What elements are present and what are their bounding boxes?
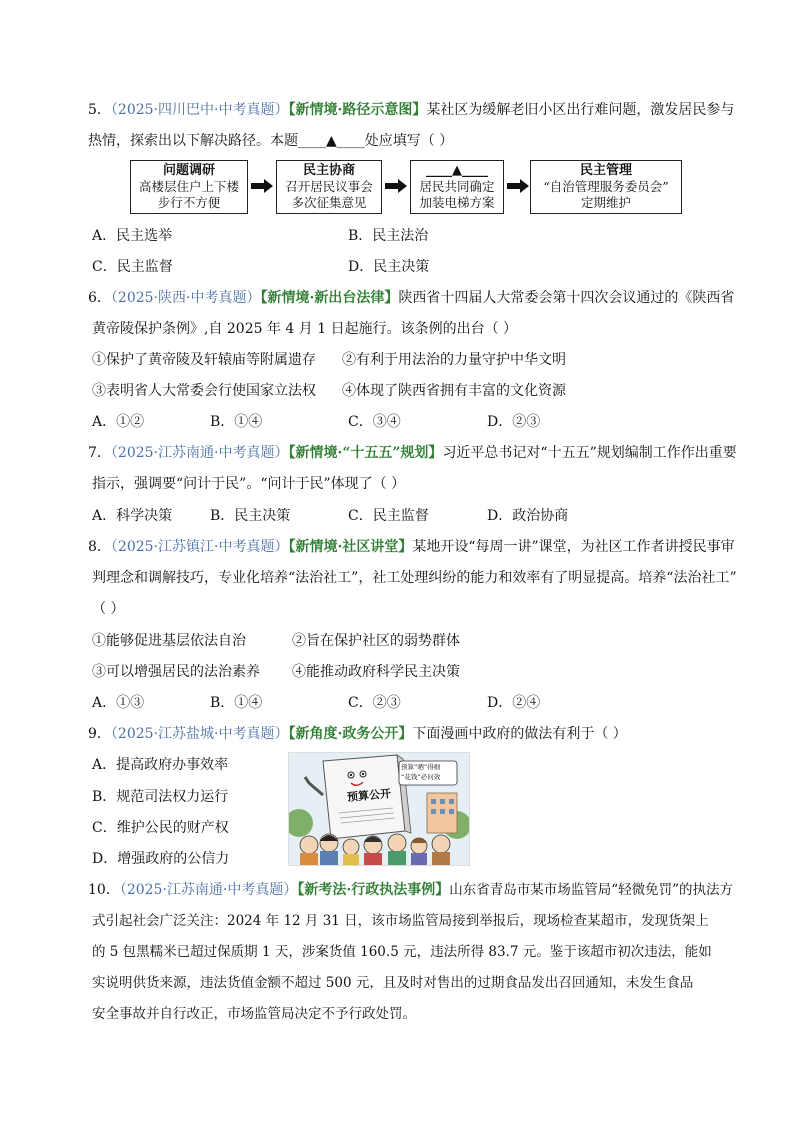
q5-stem-2b: 处应填写（ ） xyxy=(364,133,454,149)
q7-stem-1: 习近平总书记对“十五五”规划编制工作作出重要 xyxy=(442,445,737,461)
q6-source: （2025·陕西·中考真题） xyxy=(110,290,261,306)
q10-line-1 xyxy=(88,880,733,900)
flow-box-line: 步行不方便 xyxy=(157,195,221,210)
q9-source: （2025·江苏盐城·中考真题） xyxy=(110,726,289,742)
comic-bubble-line: “花钱”必问效 xyxy=(401,773,441,781)
q6-tag: 【新情境·新出台法律】 xyxy=(260,290,399,306)
q5-option-b[interactable]: B．民主法治 xyxy=(348,228,429,244)
q8-item-3: ③可以增强居民的法治素养 xyxy=(92,664,260,680)
q7-option-b[interactable]: B．民主决策 xyxy=(210,508,291,524)
q6-item-1: ①保护了黄帝陵及轩辕庙等附属遗存 xyxy=(92,352,316,368)
q8-option-d[interactable]: D．②④ xyxy=(487,695,541,711)
q6-line-1 xyxy=(88,288,734,308)
q7-option-a[interactable]: A．科学决策 xyxy=(92,508,173,524)
q9-tag: 【新角度·政务公开】 xyxy=(288,726,413,742)
q5-tag: 【新情境·路径示意图】 xyxy=(288,102,427,118)
flow-box-title: 民主管理 xyxy=(579,163,632,178)
q7-number: 7． xyxy=(88,445,111,461)
flow-box-line: 居民共同确定 xyxy=(419,179,495,194)
comic-drawing xyxy=(289,753,469,865)
q10-stem-3: 的 5 包黑糯米已超过保质期 1 天，涉案货值 160.5 元，违法所得 83.7 元。鉴于该超市初次违法，能如 xyxy=(92,944,712,960)
flow-box-line: 加装电梯方案 xyxy=(419,195,495,210)
q5-source: （2025·四川巴中·中考真题） xyxy=(110,102,289,118)
q10-number: 10． xyxy=(88,882,120,898)
q9-line-1 xyxy=(88,724,627,744)
q9-option-d[interactable]: D．增强政府的公信力 xyxy=(92,851,230,867)
q10-stem-1: 山东省青岛市某市场监管局“轻微免罚”的执法方 xyxy=(449,882,734,898)
q7-stem-2: 指示，强调要“问计于民”。“问计于民”体现了（ ） xyxy=(92,476,406,492)
q5-option-c[interactable]: C．民主监督 xyxy=(92,259,173,275)
comic-speech-bubble xyxy=(401,762,440,782)
q8-item-1: ①能够促进基层依法自治 xyxy=(92,633,246,649)
q9-option-b[interactable]: B．规范司法权力运行 xyxy=(92,789,229,805)
q8-item-4: ④能推动政府科学民主决策 xyxy=(292,664,460,680)
flow-box-research xyxy=(130,160,248,214)
flow-box-line: 定期维护 xyxy=(580,195,631,210)
flow-box-line: 多次征集意见 xyxy=(291,195,367,210)
q9-stem-1: 下面漫画中政府的做法有利于（ ） xyxy=(412,726,627,742)
q8-option-a[interactable]: A．①③ xyxy=(92,695,145,711)
q7-option-d[interactable]: D．政治协商 xyxy=(487,508,569,524)
q6-stem-2: 黄帝陵保护条例》,自 2025 年 4 月 1 日起施行。该条例的出台（ ） xyxy=(92,321,518,337)
q8-stem-2: 判理念和调解技巧，专业化培养“法治社工”，社工处理纠纷的能力和效率有了明显提高。培养“法治社工” xyxy=(92,570,737,586)
q10-stem-2: 式引起社会广泛关注：2024 年 12 月 31 日，该市场监管局接到举报后，现场检查某超市，发现货架上 xyxy=(92,913,709,929)
q8-line-1 xyxy=(88,537,735,557)
q7-source: （2025·江苏南通·中考真题） xyxy=(110,445,289,461)
flow-box-title: 民主协商 xyxy=(302,163,355,178)
q6-option-b[interactable]: B．①④ xyxy=(210,414,263,430)
flow-box-management xyxy=(530,160,682,214)
q8-number: 8． xyxy=(88,539,111,555)
q6-item-3: ③表明省人大常委会行使国家立法权 xyxy=(92,383,316,399)
q8-option-c[interactable]: C．②③ xyxy=(348,695,401,711)
flow-box-blank xyxy=(410,160,504,214)
flow-box-line: 高楼层住户上下楼 xyxy=(138,179,239,194)
q5-stem-2: 热情，探索出以下解决路径。本题 xyxy=(88,133,298,149)
flow-box-title: ____▲____ xyxy=(426,163,488,178)
q8-tag: 【新情境·社区讲堂】 xyxy=(288,539,413,555)
q6-number: 6． xyxy=(88,290,111,306)
q10-source: （2025·江苏南通·中考真题） xyxy=(119,882,298,898)
q5-line-1 xyxy=(88,100,734,120)
q6-item-2: ②有利于用法治的力量守护中华文明 xyxy=(342,352,566,368)
q8-stem-1: 某地开设“每周一讲”课堂，为社区工作者讲授民事审 xyxy=(412,539,735,555)
q5-blank: ____▲____ xyxy=(298,133,365,149)
q9-number: 9． xyxy=(88,726,111,742)
q9-option-a[interactable]: A．提高政府办事效率 xyxy=(92,757,229,773)
q7-line-1 xyxy=(88,443,737,463)
q5-option-d[interactable]: D．民主决策 xyxy=(348,259,430,275)
q5-number: 5． xyxy=(88,102,111,118)
q8-stem-3: （ ） xyxy=(92,601,125,617)
q8-source: （2025·江苏镇江·中考真题） xyxy=(110,539,289,555)
q5-stem-1: 某社区为缓解老旧小区出行难问题，激发居民参与 xyxy=(426,102,735,118)
flow-box-line: “自治管理服务委员会” xyxy=(543,179,669,194)
q7-option-c[interactable]: C．民主监督 xyxy=(348,508,429,524)
q5-line-2 xyxy=(88,131,453,151)
flow-box-consult xyxy=(276,160,382,214)
q5-option-a[interactable]: A．民主选举 xyxy=(92,228,173,244)
flow-arrow-icon xyxy=(385,179,407,193)
q6-stem-1: 陕西省十四届人大常委会第十四次会议通过的《陕西省 xyxy=(398,290,735,306)
q8-item-2: ②旨在保护社区的弱势群体 xyxy=(292,633,460,649)
q10-tag: 【新考法·行政执法事例】 xyxy=(297,882,450,898)
q6-option-a[interactable]: A．①② xyxy=(92,414,145,430)
q7-tag: 【新情境·“十五五”规划】 xyxy=(288,445,443,461)
flow-arrow-icon xyxy=(251,179,273,193)
q8-option-b[interactable]: B．①④ xyxy=(210,695,263,711)
comic-bubble-line: 预算“晒”得细 xyxy=(401,763,441,771)
comic-book-title: 预算公开 xyxy=(346,787,392,804)
budget-disclosure-comic xyxy=(288,752,470,866)
flow-box-title: 问题调研 xyxy=(162,163,215,178)
q10-stem-5: 安全事故并自行改正，市场监管局决定不予行政处罚。 xyxy=(92,1006,416,1022)
q6-item-4: ④体现了陕西省拥有丰富的文化资源 xyxy=(342,383,566,399)
q6-option-c[interactable]: C．③④ xyxy=(348,414,401,430)
q6-option-d[interactable]: D．②③ xyxy=(487,414,541,430)
flow-box-line: 召开居民议事会 xyxy=(285,179,373,194)
q9-option-c[interactable]: C．维护公民的财产权 xyxy=(92,820,229,836)
flow-arrow-icon xyxy=(507,179,529,193)
q10-stem-4: 实说明供货来源，违法货值金额不超过 500 元，且及时对售出的过期食品发出召回通知，未发生食品 xyxy=(92,975,694,991)
